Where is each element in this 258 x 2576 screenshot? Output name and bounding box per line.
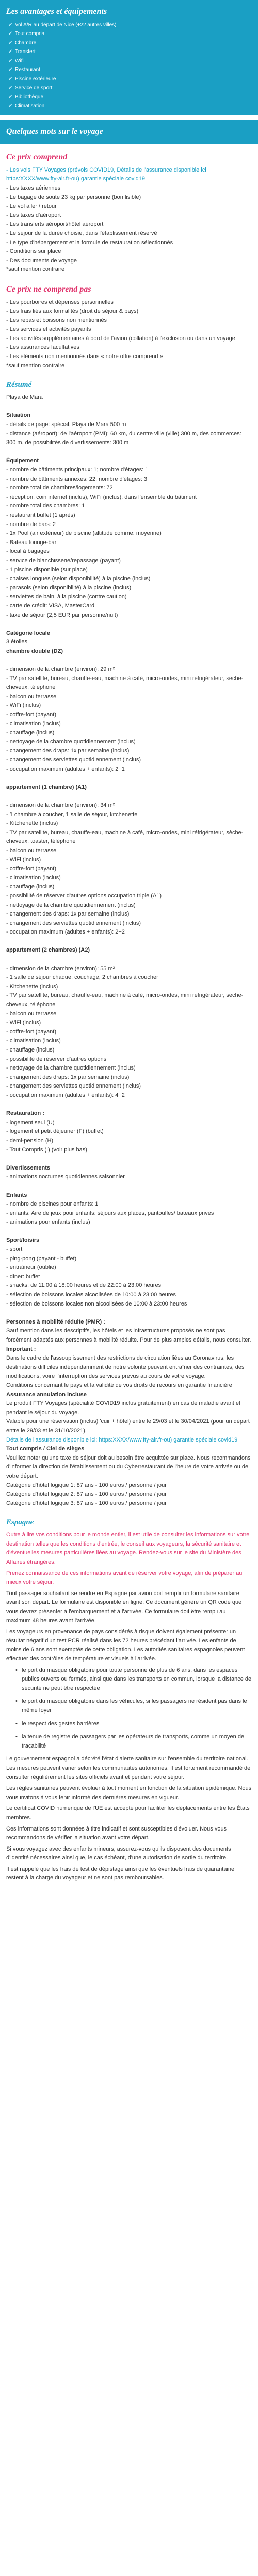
summary-line: - dimension de la chambre (environ): 55 m² — [6, 965, 115, 972]
summary-line: - changement des serviettes quotidiennement (inclus) — [6, 920, 141, 926]
quick-title: Quelques mots sur le voyage — [6, 127, 103, 136]
summary-line: - Bateau lounge-bar — [6, 539, 57, 546]
advantage-item — [8, 101, 252, 111]
includes-title: Ce prix comprend — [6, 152, 68, 162]
summary-line: - carte de crédit: VISA, MasterCard — [6, 602, 95, 609]
advantage-label: Restaurant — [15, 67, 40, 73]
summary-line: - nombre de bâtiments annexes: 22; nombre d'étages: 3 — [6, 476, 147, 482]
summary-line: Divertissements — [6, 1164, 50, 1171]
summary-line: - nombre de bars: 2 — [6, 521, 56, 528]
advantage-item — [8, 47, 252, 57]
espagne-p9: Il est rappelé que les frais de test de dépistage ainsi que les éventuels frais de quarantaine restent à la charge du voyageur et ne sont pas remboursables. — [6, 1866, 235, 1882]
summary-line: - coffre-fort (payant) — [6, 1028, 56, 1035]
summary-line — [6, 448, 252, 457]
espagne-section — [0, 1510, 258, 1887]
summary-line: Conditions concernant le pays et la validité de vos droits de recours en garantie financière — [6, 1382, 232, 1388]
summary-line: Équipement — [6, 457, 39, 464]
summary-line: - nettoyage de la chambre quotidiennement (inclus) — [6, 1065, 136, 1072]
check-icon: ✔ — [8, 67, 13, 73]
include-line: *sauf mention contraire — [6, 266, 65, 273]
summary-line: - nombre total de chambres/logements: 72 — [6, 485, 113, 492]
summary-line: - chaises longues (selon disponibilité) à la piscine (inclus) — [6, 575, 151, 582]
summary-line: Détails de l'assurance disponible ici: https:XXXX/www.fty-air.fr-ou) garantie spéciale covid19 — [6, 1436, 238, 1443]
excludes-list — [6, 298, 252, 371]
summary-line: Enfants — [6, 1192, 27, 1198]
summary-line: - Kitchenette (inclus) — [6, 983, 58, 990]
summary-line: appartement (1 chambre) (A1) — [6, 784, 87, 790]
advantage-item — [8, 29, 252, 39]
summary-section — [0, 372, 258, 1510]
summary-line — [6, 1182, 252, 1191]
check-icon: ✔ — [8, 49, 13, 55]
espagne-bullet: • le respect des gestes barrières — [15, 1720, 252, 1729]
summary-line: - dîner: buffet — [6, 1273, 40, 1280]
summary-line: Playa de Mara — [6, 394, 43, 401]
summary-line: - taxe de séjour (2,5 EUR par personne/nuit) — [6, 612, 118, 618]
check-icon: ✔ — [8, 31, 13, 37]
quick-band — [0, 120, 258, 145]
summary-line: Sport/loisirs — [6, 1237, 40, 1244]
summary-line: chambre double (DZ) — [6, 648, 63, 654]
advantage-label: Piscine extérieure — [15, 76, 56, 82]
advantage-label: Chambre — [15, 40, 37, 46]
advantage-item — [8, 21, 252, 30]
include-line: - Conditions sur place — [6, 248, 61, 255]
exclude-line: - Les assurances facultatives — [6, 344, 79, 351]
advantages-title: Les avantages et équipements — [6, 7, 107, 16]
advantage-item — [8, 57, 252, 66]
summary-line: - climatisation (inclus) — [6, 874, 61, 881]
summary-line: - parasols (selon disponibilité) à la piscine (inclus) — [6, 584, 132, 591]
advantage-label: Vol A/R au départ de Nice (+22 autres villes) — [15, 22, 117, 28]
summary-title: Résumé — [6, 381, 32, 389]
advantage-label: Wifi — [15, 58, 24, 64]
summary-line: - changement des draps: 1x par semaine (inclus) — [6, 911, 130, 918]
summary-line: - nombre de piscines pour enfants: 1 — [6, 1201, 99, 1208]
summary-line: Dans le cadre de l'assouplissement des restrictions de circulation liées au Coronavirus, les destinations difficiles indépendamment de notre volonté peuvent entraîner des contraintes, des modifications, voire l'interruption des services prévus au cours de votre voyage. — [6, 1355, 245, 1380]
summary-line: - TV par satellite, bureau, chauffe-eau, machine à café, micro-ondes, mini réfrigérateur, sèche-cheveux, toaster, téléphone — [6, 829, 244, 845]
summary-line: - WiFi (inclus) — [6, 1020, 41, 1026]
summary-line: - sélection de boissons locales alcoolisées de 10:00 à 23:00 heures — [6, 1292, 176, 1298]
summary-line — [6, 656, 252, 665]
summary-line: - possibilité de réserver d'autres options occupation triple (A1) — [6, 892, 162, 899]
summary-line: - nombre total des chambres: 1 — [6, 503, 85, 510]
summary-line: - Kitchenette (inclus) — [6, 820, 58, 827]
summary-line: - logement et petit déjeuner (F) (buffet) — [6, 1128, 104, 1135]
summary-line: Tout compris / Ciel de sièges — [6, 1446, 85, 1452]
espagne-intro: Outre à lire vos conditions pour le monde entier, il est utile de consulter les informations sur votre destination telles que les conditions d'entrée, le conseil aux voyageurs, la sécurité sanitaire et d'éventuelles mesures particulières liées au voyage. Rendez-vous sur le site du Ministère des Affaires étrangères. — [6, 1532, 250, 1566]
advantage-item — [8, 75, 252, 84]
espagne-p7: Ces informations sont données à titre indicatif et sont susceptibles d'évoluer. Nous vous recommandons de vérifier la situation avant votre départ. — [6, 1825, 227, 1841]
excludes-section — [0, 277, 258, 372]
summary-line — [6, 1309, 252, 1318]
advantage-label: Climatisation — [15, 103, 45, 109]
summary-line: - nettoyage de la chambre quotidiennement (inclus) — [6, 738, 136, 745]
summary-line: - climatisation (inclus) — [6, 1038, 61, 1044]
summary-line: - possibilité de réserver d'autres options — [6, 1056, 107, 1062]
summary-line: - 1 chambre à coucher, 1 salle de séjour, kitchenette — [6, 811, 138, 818]
check-icon: ✔ — [8, 94, 13, 100]
exclude-line: - Les services et activités payants — [6, 326, 91, 333]
espagne-p2: Tout passager souhaitant se rendre en Espagne par avion doit remplir un formulaire sanitaire avant son départ. Le formulaire est disponible en ligne. Ce document génère un QR code que vous devrez présenter à l'embarquement et à l'arrivée. Ce formulaire doit être rempli au maximum 48 heures avant l'arrivée. — [6, 1590, 242, 1624]
summary-line — [6, 1100, 252, 1110]
check-icon: ✔ — [8, 85, 13, 91]
summary-line: - 1 salle de séjour chaque, couchage, 2 chambres à coucher — [6, 974, 158, 981]
advantage-item — [8, 93, 252, 102]
espagne-p4: Le gouvernement espagnol a décrété l'état d'alerte sanitaire sur l'ensemble du territoire national. Les mesures peuvent varier selon les communautés autonomes. Il est fortement recommandé de consulter régulièrement les sites officiels avant et pendant votre séjour. — [6, 1756, 251, 1781]
summary-line: Veuillez noter qu'une taxe de séjour doit au besoin être acquittée sur place. Nous recommandons d'informer la direction de l'établissement ou du Cyberrestaurant de l'heure de votre arrivée ou de votre départ. — [6, 1454, 251, 1479]
summary-line: - chauffage (inclus) — [6, 730, 55, 736]
summary-line: - sport — [6, 1246, 23, 1253]
summary-line: Catégorie d'hôtel logique 1: 87 ans - 100 euros / personne / jour — [6, 1482, 167, 1488]
espagne-bullet: • le port du masque obligatoire pour toute personne de plus de 6 ans, dans les espaces publics ouverts ou fermés, ainsi que dans les transports en commun, lorsque la distance de sécurité ne peut être respectée — [15, 1666, 252, 1693]
summary-line: - animations pour enfants (inclus) — [6, 1219, 90, 1226]
exclude-line: - Les frais liés aux formalités (droit de séjour & pays) — [6, 308, 139, 315]
summary-line: - changement des draps: 1x par semaine (inclus) — [6, 748, 130, 754]
summary-line: Catégorie d'hôtel logique 3: 87 ans - 100 euros / personne / jour — [6, 1500, 167, 1506]
advantage-label: Transfert — [15, 49, 36, 55]
summary-line: - réception, coin internet (inclus), WiFi (inclus), dans l'ensemble du bâtiment — [6, 494, 197, 500]
summary-line: - logement seul (U) — [6, 1119, 55, 1126]
includes-section — [0, 144, 258, 277]
espagne-title: Espagne — [6, 1518, 34, 1527]
summary-line — [6, 937, 252, 946]
summary-line — [6, 1227, 252, 1236]
excludes-title: Ce prix ne comprend pas — [6, 284, 91, 294]
check-icon: ✔ — [8, 58, 13, 64]
summary-line: Situation — [6, 412, 31, 419]
summary-line: - balcon ou terrasse — [6, 847, 57, 854]
summary-line: - dimension de la chambre (environ): 29 m² — [6, 666, 115, 673]
includes-list — [6, 166, 252, 275]
summary-line: Le produit FTY Voyages (spécialité COVID19 inclus gratuitement) en cas de maladie avant et pendant le séjour du voyage. — [6, 1400, 241, 1416]
summary-line: - enfants: Aire de jeux pour enfants: séjours aux places, pantoufles/ bateaux privés — [6, 1210, 214, 1216]
summary-line: - 1 piscine disponible (sur place) — [6, 566, 88, 573]
summary-line: - snacks: de 11:00 à 18:00 heures et de 22:00 à 23:00 heures — [6, 1282, 162, 1289]
exclude-line: - Les activités supplémentaires à bord de l'avion (collation) à l'exclusion ou dans un voyage — [6, 335, 235, 342]
summary-line: - changement des serviettes quotidiennement (inclus) — [6, 1083, 141, 1090]
espagne-p3: Les voyageurs en provenance de pays considérés à risque doivent également présenter un résultat négatif d'un test PCR réalisé dans les 72 heures précédant l'arrivée. Les enfants de moins de 6 ans sont exemptés de cette obligation. Les autorités sanitaires espagnoles peuvent effectuer des contrôles de température et visuels à l'arrivée. — [6, 1629, 245, 1662]
summary-line: - balcon ou terrasse — [6, 693, 57, 700]
summary-line — [6, 774, 252, 783]
summary-line: - WiFi (inclus) — [6, 702, 41, 709]
check-icon: ✔ — [8, 40, 13, 46]
exclude-line: - Les repas et boissons non mentionnés — [6, 317, 107, 324]
summary-line: - TV par satellite, bureau, chauffe-eau, machine à café, micro-ondes, mini réfrigérateur, sèche-cheveux, téléphone — [6, 675, 244, 691]
espagne-intro-2: Prenez connaissance de ces informations avant de réserver votre voyage, afin de préparer au mieux votre séjour. — [6, 1570, 243, 1586]
summary-line: - dimension de la chambre (environ): 34 m² — [6, 802, 115, 808]
espagne-bullet: • le port du masque obligatoire dans les véhicules, si les passagers ne résident pas dans le même foyer — [15, 1697, 252, 1715]
include-line: - Les transferts aéroport/hôtel aéroport — [6, 221, 104, 228]
espagne-p8: Si vous voyagez avec des enfants mineurs, assurez-vous qu'ils disposent des documents d'identité nécessaires ainsi que, le cas échéant, d'une autorisation de sortie du territoire. — [6, 1845, 231, 1861]
check-icon: ✔ — [8, 103, 13, 109]
summary-line: - balcon ou terrasse — [6, 1010, 57, 1017]
summary-line: - nombre de bâtiments principaux: 1; nombre d'étages: 1 — [6, 467, 149, 473]
advantage-label: Service de sport — [15, 85, 53, 91]
summary-line: - occupation maximum (adultes + enfants): 2+2 — [6, 929, 125, 936]
summary-line: - WiFi (inclus) — [6, 856, 41, 863]
summary-line: - changement des draps: 1x par semaine (inclus) — [6, 1074, 130, 1080]
include-line: - Des documents de voyage — [6, 257, 77, 264]
summary-line: Valable pour une réservation (inclus) 'cuir + hôtel) entre le 29/03 et le 30/04/2021 (pour un départ entre le 29/03 et le 31/10/2021). — [6, 1418, 250, 1434]
summary-body — [6, 393, 252, 1508]
include-line: - Les vols FTY Voyages (prévols COVID19, Détails de l'assurance disponible ici https:XXXX/www.fty-air.fr-ou) garantie spéciale covid19 — [6, 166, 206, 182]
summary-line: - nettoyage de la chambre quotidiennement (inclus) — [6, 902, 136, 908]
espagne-bullet: • la tenue de registre de passagers par les opérateurs de transports, comme un moyen de traçabilité — [15, 1733, 252, 1751]
advantage-item — [8, 39, 252, 48]
include-line: - Le séjour de la durée choisie, dans l'établissement réservé — [6, 230, 157, 236]
summary-line — [6, 792, 252, 801]
summary-line — [6, 402, 252, 412]
summary-line: - sélection de boissons locales non alcoolisées de 10:00 à 23:00 heures — [6, 1300, 187, 1307]
summary-line: Sauf mention dans les descriptifs, les hôtels et les infrastructures proposés ne sont pas forcément adaptés aux personnes à mobilité réduite. Pour de plus amples détails, nous consulter. — [6, 1328, 251, 1343]
summary-line: - chauffage (inclus) — [6, 1047, 55, 1053]
summary-line: Catégorie d'hôtel logique 2: 87 ans - 100 euros / personne / jour — [6, 1491, 167, 1498]
include-line: - Les taxes aériennes — [6, 184, 61, 191]
summary-line: - occupation maximum (adultes + enfants): 2+1 — [6, 766, 125, 772]
summary-line: - ping-pong (payant - buffet) — [6, 1255, 77, 1262]
summary-line: - coffre-fort (payant) — [6, 711, 56, 718]
check-icon: ✔ — [8, 22, 13, 28]
summary-line: Restauration : — [6, 1110, 44, 1117]
summary-line: - changement des serviettes quotidiennement (inclus) — [6, 757, 141, 763]
advantages-band — [0, 0, 258, 115]
exclude-line: *sauf mention contraire — [6, 362, 65, 369]
summary-line: - climatisation (inclus) — [6, 720, 61, 727]
advantage-label: Bibliothèque — [15, 94, 44, 100]
summary-line: - coffre-fort (payant) — [6, 866, 56, 872]
advantage-item — [8, 65, 252, 75]
include-line: - Les taxes d'aéroport — [6, 212, 61, 218]
summary-line — [6, 1155, 252, 1164]
summary-line: - distance (aéroport): de l'aéroport (PMI): 60 km, du centre ville (ville) 300 m, des commerces: 300 m, de possibilités de divertissements: 300 m — [6, 430, 241, 446]
advantage-item — [8, 83, 252, 93]
summary-line: - détails de page: spécial. Playa de Mara 500 m — [6, 421, 126, 428]
summary-line — [6, 620, 252, 629]
exclude-line: - Les éléments non mentionnés dans « notre offre comprend » — [6, 353, 163, 360]
summary-line: Personnes à mobilité réduite (PMR) : — [6, 1318, 105, 1325]
summary-line: - TV par satellite, bureau, chauffe-eau, machine à café, micro-ondes, mini réfrigérateur, sèche-cheveux, téléphone — [6, 992, 244, 1008]
summary-line: - 1x Pool (air extérieur) de piscine (altitude comme: moyenne) — [6, 530, 162, 537]
include-line: - Le bagage de soute 23 kg par personne (bon lisible) — [6, 194, 141, 200]
advantage-label: Tout compris — [15, 31, 44, 37]
advantages-list — [6, 21, 252, 111]
summary-line: - chauffage (inclus) — [6, 884, 55, 890]
exclude-line: - Les pourboires et dépenses personnelles — [6, 299, 114, 306]
summary-line: appartement (2 chambres) (A2) — [6, 947, 90, 954]
include-line: - Le type d'hébergement et la formule de restauration sélectionnés — [6, 239, 173, 246]
summary-line: - serviettes de bain, à la piscine (contre caution) — [6, 594, 127, 600]
include-line: - Le vol aller / retour — [6, 203, 57, 210]
espagne-p5: Les règles sanitaires peuvent évoluer à tout moment en fonction de la situation épidémique. Nous vous invitons à vous tenir informé des dernières mesures en vigueur. — [6, 1785, 252, 1801]
summary-line: - animations nocturnes quotidiennes saisonnier — [6, 1174, 125, 1180]
summary-line: 3 étoiles — [6, 639, 27, 646]
summary-line: - entraîneur (oublie) — [6, 1264, 56, 1271]
check-icon: ✔ — [8, 76, 13, 82]
summary-line: - occupation maximum (adultes + enfants): 4+2 — [6, 1092, 125, 1098]
summary-line: - local à bagages — [6, 548, 50, 555]
summary-line: Assurance annulation incluse — [6, 1391, 87, 1398]
summary-line: Catégorie locale — [6, 630, 50, 636]
summary-line: - restaurant buffet (1 après) — [6, 512, 75, 518]
espagne-p6: Le certificat COVID numérique de l'UE est accepté pour faciliter les déplacements entre les États membres. — [6, 1805, 250, 1821]
summary-line: - service de blanchisserie/repassage (payant) — [6, 557, 121, 564]
summary-line — [6, 955, 252, 964]
espagne-bullets — [15, 1666, 252, 1751]
summary-line: Important : — [6, 1346, 36, 1352]
summary-line: - demi-pension (H) — [6, 1137, 54, 1144]
summary-line: - Tout Compris (I) (voir plus bas) — [6, 1146, 87, 1153]
